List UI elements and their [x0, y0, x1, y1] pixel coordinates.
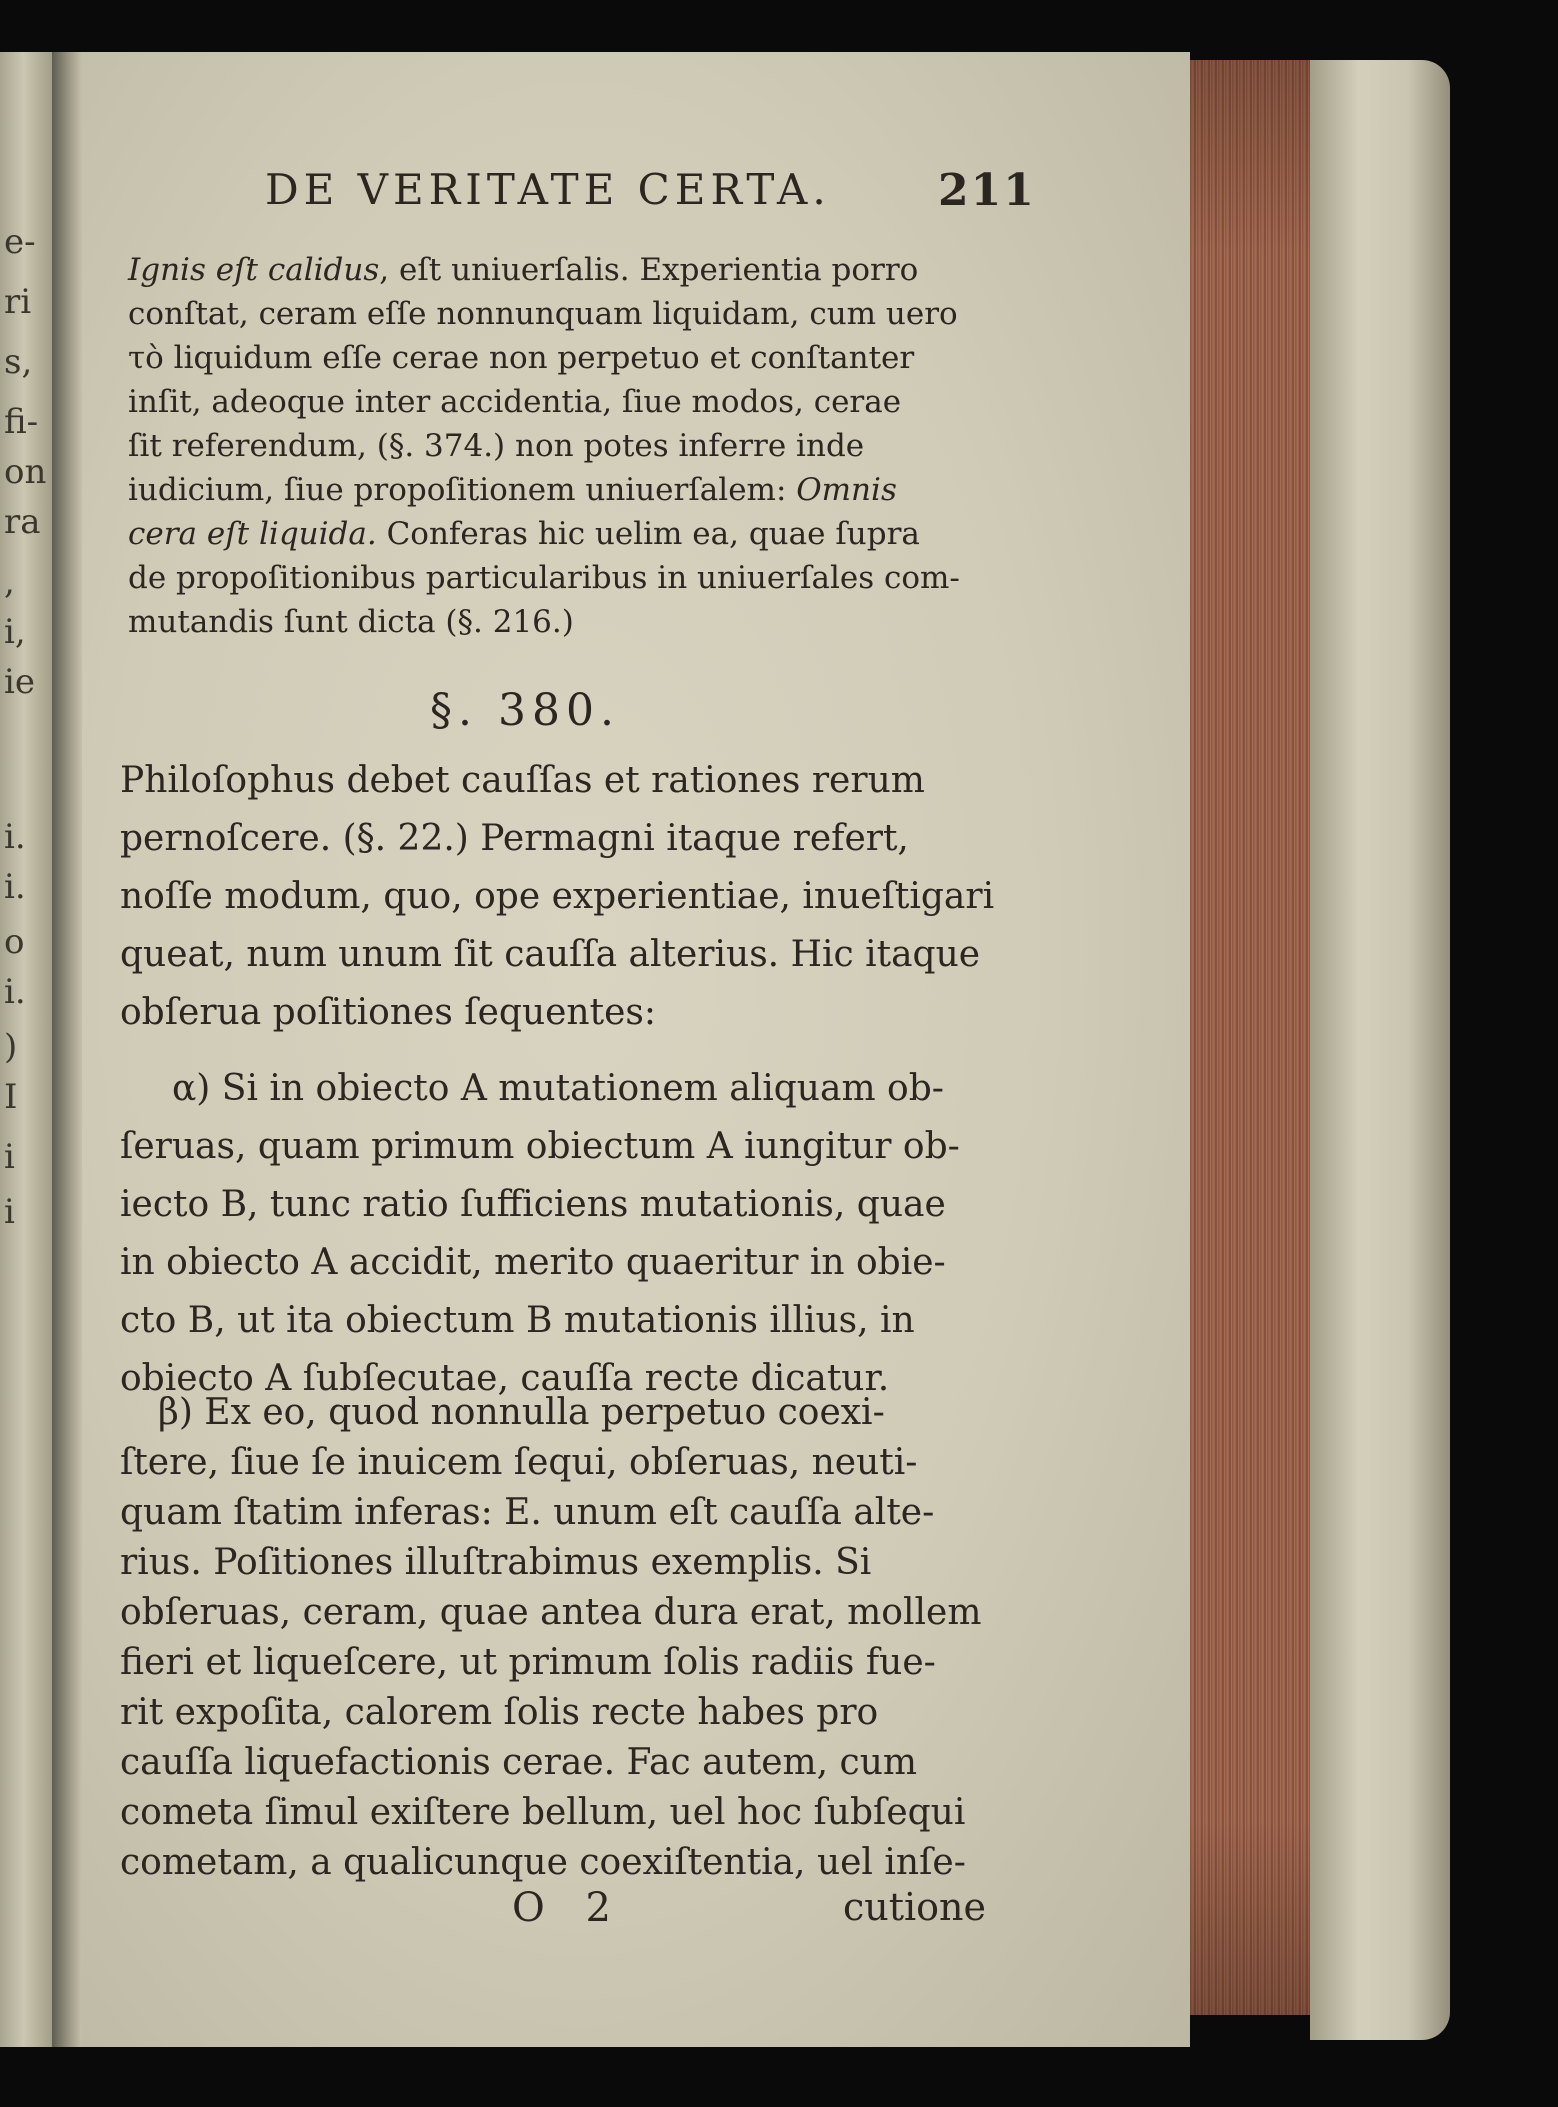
fragment: i,: [4, 612, 26, 652]
text-line: mutandis ſunt dicta (§. 216.): [128, 604, 574, 640]
page-number: 211: [938, 165, 1036, 216]
text-line: iudicium, ſiue propoſitionem uniuerſalem: Omnis: [128, 472, 897, 508]
fragment: ra: [4, 502, 41, 542]
text-line: τὸ liquidum eſſe cerae non perpetuo et conſtanter: [128, 340, 915, 376]
text-line: cometa ſimul exiſtere bellum, uel hoc ſubſequi: [120, 1792, 966, 1833]
text-line: α) Si in obiecto A mutationem aliquam ob-: [172, 1068, 944, 1109]
section-heading: §. 380.: [430, 685, 620, 736]
text-line: queat, num unum ſit cauſſa alterius. Hic itaque: [120, 934, 981, 975]
text-line: fieri et liqueſcere, ut primum ſolis radiis fue-: [120, 1642, 936, 1683]
fragment: ie: [4, 662, 35, 702]
text-line: ſeruas, quam primum obiectum A iungitur ob-: [120, 1126, 960, 1167]
text-line: iecto B, tunc ratio ſufficiens mutationis, quae: [120, 1184, 946, 1225]
text-line: inſit, adeoque inter accidentia, ſiue modos, cerae: [128, 384, 902, 420]
fragment: e-: [4, 222, 36, 262]
fragment: i.: [4, 817, 26, 857]
fragment: ,: [4, 562, 15, 602]
text-line: obiecto A ſubſecutae, cauſſa recte dicatur.: [120, 1358, 890, 1399]
text-line: cometam, a qualicunque coexiſtentia, uel inſe-: [120, 1842, 966, 1883]
catchword: cutione: [843, 1885, 987, 1929]
text-line: Ignis eſt calidus, eſt uniuerſalis. Experientia porro: [128, 252, 919, 288]
fragment: fi-: [4, 402, 39, 442]
running-title: DE VERITATE CERTA.: [265, 165, 831, 214]
fragment: i: [4, 1192, 15, 1232]
signature-mark: O 2: [512, 1885, 625, 1931]
text-line: in obiecto A accidit, merito quaeritur in obie-: [120, 1242, 946, 1283]
text-line: quam ſtatim inferas: E. unum eſt cauſſa alte-: [120, 1492, 935, 1533]
text-line: pernoſcere. (§. 22.) Permagni itaque refert,: [120, 818, 909, 859]
text-line: ſit referendum, (§. 374.) non potes inferre inde: [128, 428, 865, 464]
fragment: ): [4, 1027, 18, 1067]
text-line: conſtat, ceram eſſe nonnunquam liquidam, cum uero: [128, 296, 958, 332]
book-gutter: [52, 52, 82, 2047]
book-cover-board: [1310, 60, 1450, 2040]
text-line: obſerua poſitiones ſequentes:: [120, 992, 656, 1033]
text-line: β) Ex eo, quod nonnulla perpetuo coexi-: [158, 1392, 885, 1433]
fragment: ri: [4, 282, 32, 322]
fragment: i.: [4, 972, 26, 1012]
text-line: cto B, ut ita obiectum B mutationis illius, in: [120, 1300, 915, 1341]
fragment: I: [4, 1077, 18, 1117]
text-line: obſeruas, ceram, quae antea dura erat, mollem: [120, 1592, 982, 1633]
fragment: s,: [4, 342, 33, 382]
fragment: on: [4, 452, 47, 492]
text-line: cauſſa liquefactionis cerae. Fac autem, cum: [120, 1742, 918, 1783]
text-line: rit expoſita, calorem ſolis recte habes pro: [120, 1692, 879, 1733]
fragment: i.: [4, 867, 26, 907]
text-line: de propoſitionibus particularibus in uniuerſales com-: [128, 560, 960, 596]
text-line: rius. Poſitiones illuſtrabimus exemplis. Si: [120, 1542, 872, 1583]
fragment: i: [4, 1137, 15, 1177]
fragment: o: [4, 922, 25, 962]
text-line: ſtere, ſiue ſe inuicem ſequi, obſeruas, neuti-: [120, 1442, 918, 1483]
text-line: cera eſt liquida. Conferas hic uelim ea, quae ſupra: [128, 516, 920, 552]
text-line: noſſe modum, quo, ope experientiae, inueſtigari: [120, 876, 995, 917]
text-line: Philoſophus debet cauſſas et rationes rerum: [120, 760, 925, 801]
